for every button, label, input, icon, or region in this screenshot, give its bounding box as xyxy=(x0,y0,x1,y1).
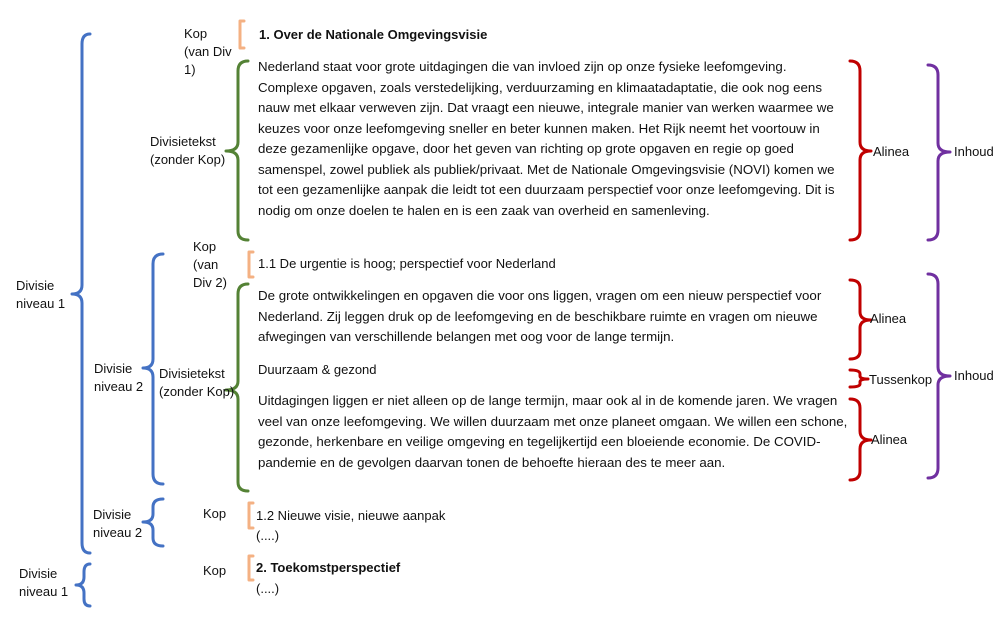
alinea-bracket-1 xyxy=(850,61,871,240)
label-kop-div1: Kop (van Div 1) xyxy=(184,26,232,77)
tussenkop-bracket xyxy=(850,370,868,387)
ellipsis-2: (....) xyxy=(256,581,280,596)
label-divisie-niveau-1-b: Divisie niveau 1 xyxy=(19,566,69,599)
paragraph-1: Nederland staat voor grote uitdagingen die van invloed zijn op onze fysieke leefomgeving. Complexe opgaven, zoals verstedelijking, verduurzaming en klimaatadaptatie, die ook nog eens nauw met elkaar verweven zijn. Dat vraagt een nieuwe, integrale manier van werken waarmee we keuzes voor onze leefomgeving sneller en beter kunnen maken. Het Rijk neemt het voortouw in deze gezamenlijke opgave, door het geven van richting op grote opgaven en regie op goed samenspel, zowel publiek als publiek/privaat. Met de Nationale Omgevingsvisie (NOVI) komen we tot een gezamenlijke aanpak die leidt tot een duurzaam perspectief voor onze leefomgeving. Dit is nodig om onze doelen te halen en is een zaak van overheid en samenleving. xyxy=(258,59,835,218)
label-inhoud-2: Inhoud xyxy=(954,368,994,383)
label-divisie-niveau-1-a: Divisie niveau 1 xyxy=(16,278,66,311)
kop-bracket-h1 xyxy=(240,21,244,48)
label-kop-div2: Kop (van Div 2) xyxy=(193,239,227,290)
kop-bracket-h11 xyxy=(249,252,253,277)
divisietekst-bracket-1 xyxy=(226,61,248,240)
paragraph-3: Uitdagingen liggen er niet alleen op de lange termijn, maar ook al in de komende jaren. We vragen veel van onze leefomgeving. We willen duurzaam met onze planeet omgaan. We willen een schone, gezonde, herkenbare en veilige omgeving en tegelijkertijd een bloeiende economie. De COVID-pandemie en de gevolgen daarvan tonen de behoefte hieraan des te meer aan. xyxy=(258,393,848,470)
kop-bracket-h12 xyxy=(249,503,253,528)
ellipsis-1: (....) xyxy=(256,528,280,543)
label-kop-b: Kop xyxy=(203,506,227,521)
label-alinea-3: Alinea xyxy=(871,432,908,447)
label-divisietekst-1: Divisietekst (zonder Kop) xyxy=(150,134,226,167)
alinea-bracket-2 xyxy=(850,280,871,359)
label-divisie-niveau-2-a: Divisie niveau 2 xyxy=(94,361,144,394)
label-divisietekst-2: Divisietekst (zonder Kop) xyxy=(159,366,235,399)
alinea-bracket-3 xyxy=(850,399,871,480)
label-inhoud-1: Inhoud xyxy=(954,144,994,159)
heading-1: 1. Over de Nationale Omgevingsvisie xyxy=(259,27,488,42)
heading-2: 2. Toekomstperspectief xyxy=(256,560,401,575)
paragraph-2: De grote ontwikkelingen en opgaven die voor ons liggen, vragen om een nieuw perspectief voor Nederland. Zij leggen druk op de leefomgeving en de beschikbare ruimte en vragen om nieuwe afwegingen van verschillende belangen met oog voor de lange termijn. xyxy=(258,288,822,344)
label-divisie-niveau-2-b: Divisie niveau 2 xyxy=(93,507,143,540)
kop-bracket-h2 xyxy=(249,556,253,580)
label-kop-c: Kop xyxy=(203,563,227,578)
heading-1-2: 1.2 Nieuwe visie, nieuwe aanpak xyxy=(256,508,446,523)
label-alinea-2: Alinea xyxy=(870,311,907,326)
subheading-duurzaam: Duurzaam & gezond xyxy=(258,362,377,377)
label-tussenkop: Tussenkop xyxy=(869,372,933,387)
label-alinea-1: Alinea xyxy=(873,144,910,159)
inhoud-bracket-1 xyxy=(928,65,950,240)
heading-1-1: 1.1 De urgentie is hoog; perspectief voor Nederland xyxy=(258,256,556,271)
